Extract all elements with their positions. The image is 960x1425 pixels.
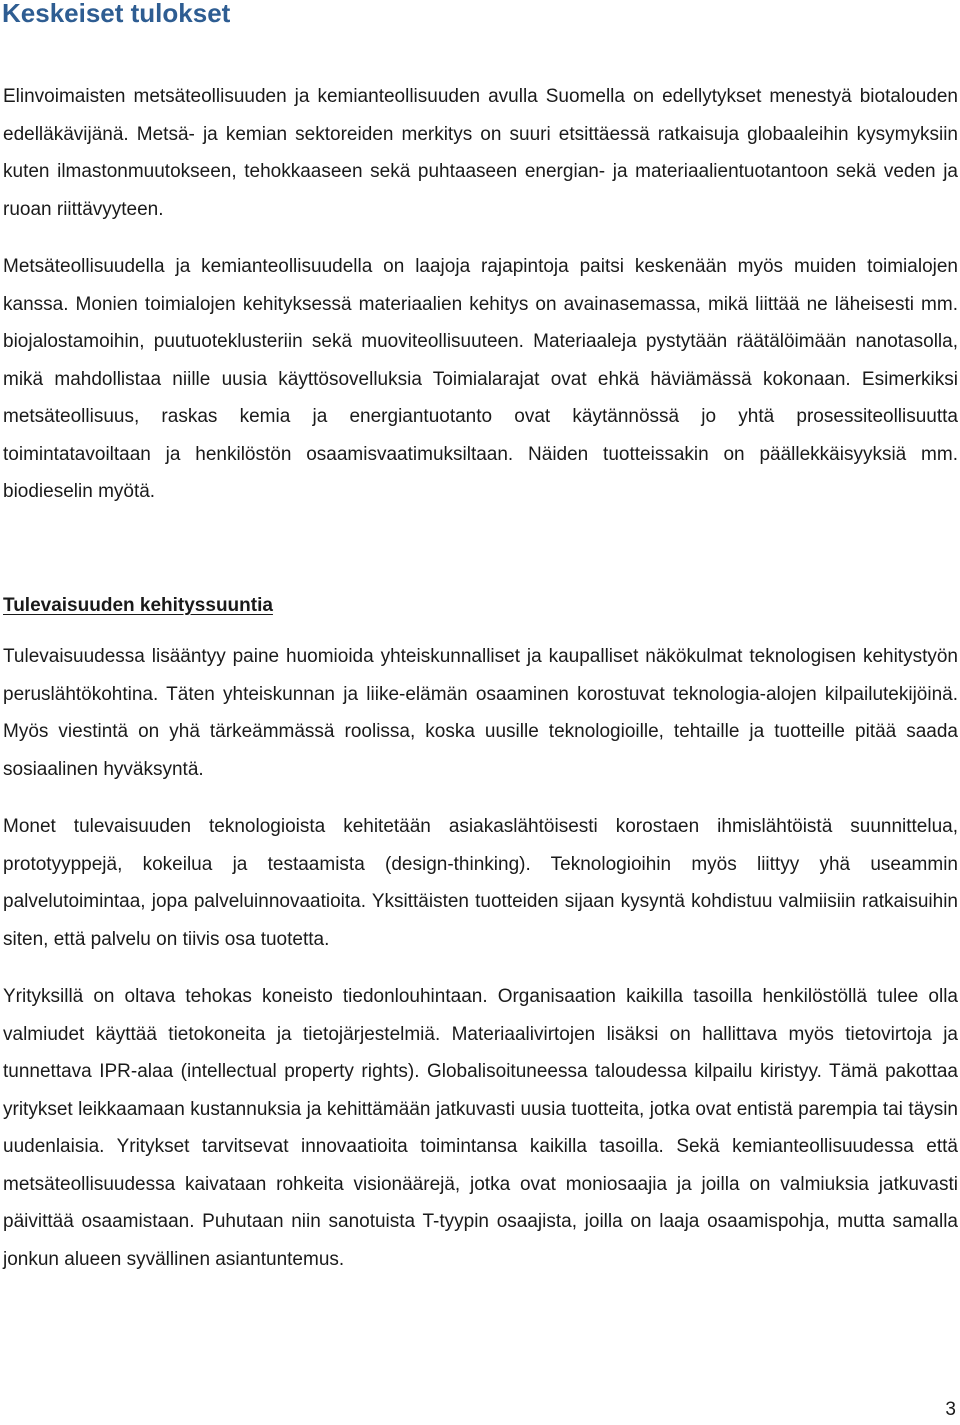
paragraph-intro: Elinvoimaisten metsäteollisuuden ja kemianteollisuuden avulla Suomella on edellytykset menestyä biotalouden edelläkävijänä. Metsä- ja kemian sektoreiden merkitys on suuri etsittäessä ratkaisuja globaaleihin kysymyksiin kuten ilmastonmuutokseen, tehokkaaseen sekä puhtaaseen energian- ja materiaalientuotantoon sekä veden ja ruoan riittävyyteen. bbox=[3, 86, 958, 220]
page-number: 3 bbox=[945, 1399, 956, 1420]
section-heading: Tulevaisuuden kehityssuuntia bbox=[3, 595, 273, 616]
paragraph-interfaces: Metsäteollisuudella ja kemianteollisuudella on laajoja rajapintoja paitsi keskenään myös muiden toimialojen kanssa. Monien toimialojen kehityksessä materiaalien kehitys on avainasemassa, mikä liittää ne läheisesti mm. biojalostamoihin, puutuoteklusteriin sekä muoviteollisuuteen. Materiaaleja pystytään räätälöimään nanotasolla, mikä mahdollistaa niille uusia käyttösovelluksia Toimialarajat ovat ehkä häviämässä kokonaan. Esimerkiksi metsäteollisuus, raskas kemia ja energiantuotanto ovat käytännössä jo yhtä prosessiteollisuutta toimintatavoiltaan ja henkilöstön osaamisvaatimuksiltaan. Näiden tuotteissakin on päällekkäisyyksiä mm. biodieselin myötä. bbox=[3, 256, 958, 502]
paragraph-data-mining: Yrityksillä on oltava tehokas koneisto tiedonlouhintaan. Organisaation kaikilla tasoilla henkilöstöllä tulee olla valmiudet käyttää tietokoneita ja tietojärjestelmiä. Materiaalivirtojen lisäksi on hallittava myös tietovirtoja ja tunnettava IPR-alaa (intellectual property rights). Globalisoituneessa taloudessa kilpailu kiristyy. Tämä pakottaa yritykset leikkaamaan kustannuksia ja kehittämään jatkuvasti uusia tuotteita, jotka ovat entistä parempia tai täysin uudenlaisia. Yritykset tarvitsevat innovaatioita toimintansa kaikilla tasoilla. Sekä kemianteollisuudessa että metsäteollisuudessa kaivataan rohkeita visionäärejä, jotka ovat moniosaajia ja joilla on valmiuksia jatkuvasti päivittää osaamistaan. Puhutaan niin sanotuista T-tyypin osaajista, joilla on laaja osaamispohja, mutta samalla jonkun alueen syvällinen asiantuntemus. bbox=[3, 986, 958, 1270]
page-title: Keskeiset tulokset bbox=[2, 0, 231, 28]
paragraph-future-pressure: Tulevaisuudessa lisääntyy paine huomioida yhteiskunnalliset ja kaupalliset näkökulmat teknologisen kehitystyön peruslähtökohtina. Täten yhteiskunnan ja liike-elämän osaaminen korostuvat teknologia-alojen kilpailutekijöinä. Myös viestintä on yhä tärkeämmässä roolissa, koska uusille teknologioille, tehtaille ja tuotteille pitää saada sosiaalinen hyväksyntä. bbox=[3, 646, 958, 780]
paragraph-customer-oriented: Monet tulevaisuuden teknologioista kehitetään asiakaslähtöisesti korostaen ihmislähtöistä suunnittelua, prototyyppejä, kokeilua ja testaamista (design-thinking). Teknologioihin myös liittyy yhä useammin palvelutoimintaa, jopa palveluinnovaatioita. Yksittäisten tuotteiden sijaan kysyntä kohdistuu valmiisiin ratkaisuihin siten, että palvelu on tiivis osa tuotetta. bbox=[3, 816, 958, 950]
